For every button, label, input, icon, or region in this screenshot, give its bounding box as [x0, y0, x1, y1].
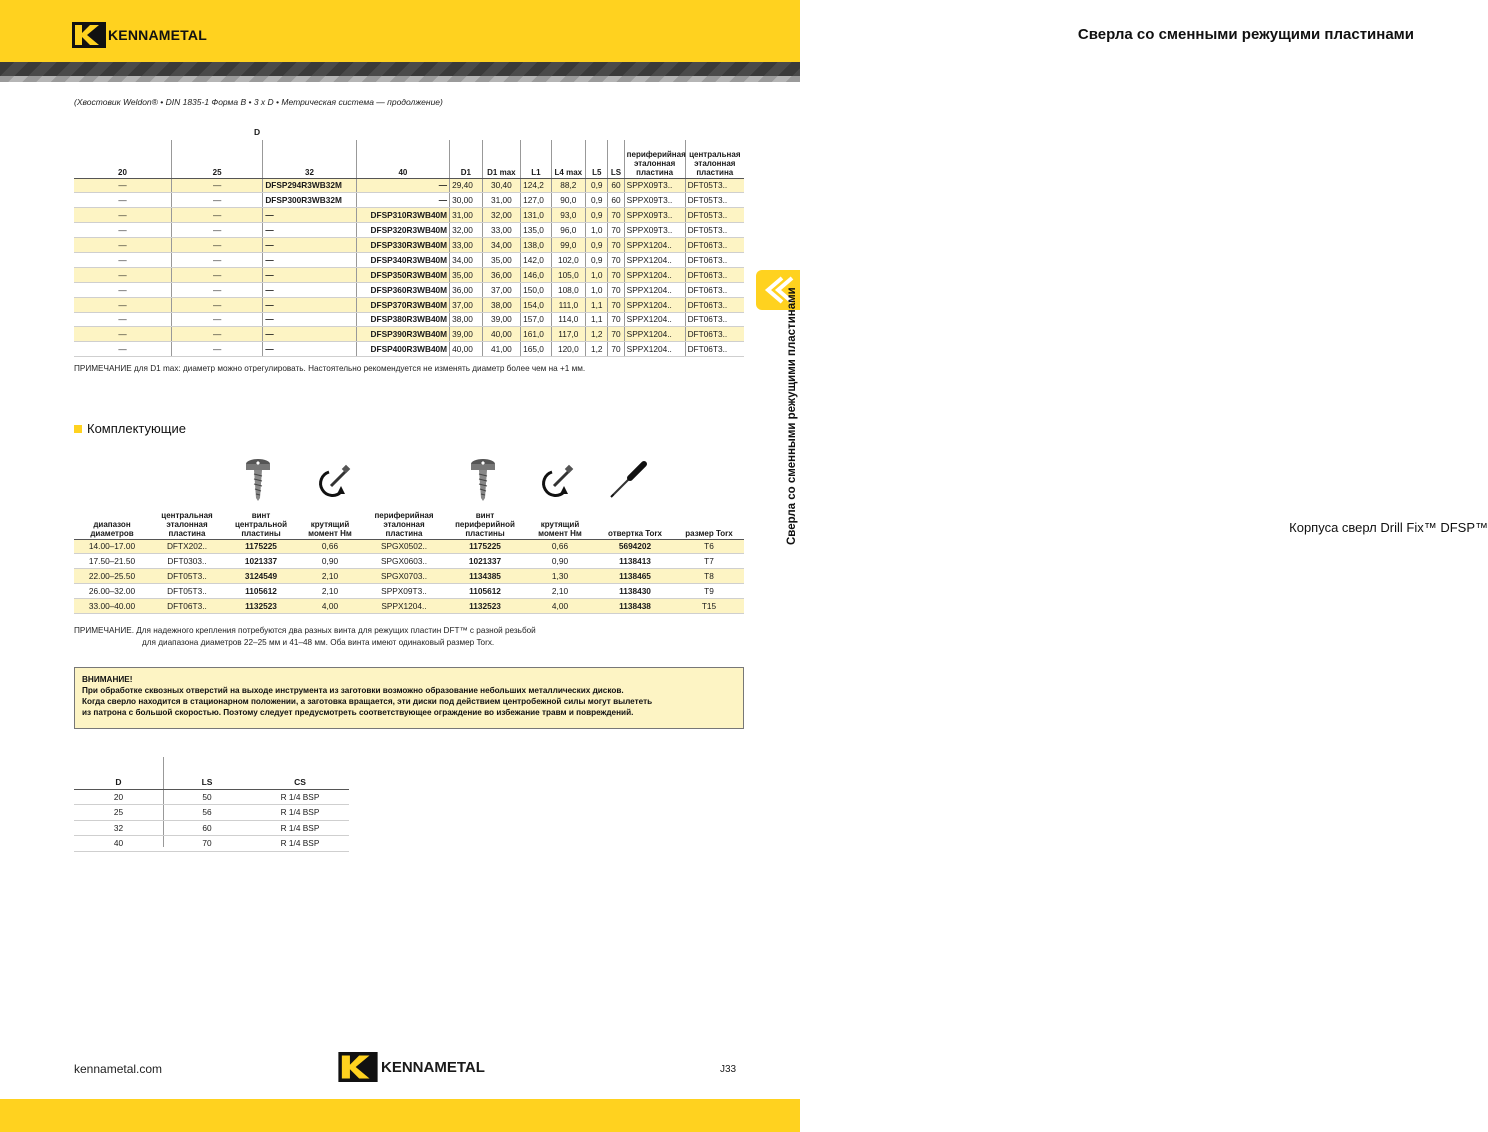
table-cell: — — [356, 178, 449, 193]
header-cell: размер Torx — [674, 505, 744, 539]
table-cell: 37,00 — [482, 282, 521, 297]
table-cell: 117,0 — [551, 327, 586, 342]
page-title: Сверла со сменными режущими пластинами — [1077, 26, 1414, 43]
table-cell: 70 — [608, 223, 624, 238]
table-cell: R 1/4 BSP — [251, 789, 349, 805]
table-cell: 33.00–40.00 — [74, 599, 150, 614]
table-row — [74, 267, 744, 282]
table-cell: DFT05T3.. — [150, 584, 224, 599]
table-cell: — — [171, 342, 262, 357]
table-cell: 165,0 — [521, 342, 551, 357]
table-cell: — — [263, 342, 356, 357]
table-row — [74, 178, 744, 193]
table-cell: 1,1 — [586, 312, 608, 327]
table-cell: 1175225 — [224, 539, 298, 554]
table-header-row — [74, 775, 349, 789]
header-cell: крутящий момент Нм — [524, 505, 596, 539]
table-cell: 1138438 — [596, 599, 674, 614]
header-cell: LS — [608, 140, 624, 178]
table-cell: 70 — [608, 297, 624, 312]
table-cell: — — [171, 267, 262, 282]
header-cell: CS — [251, 775, 349, 789]
table-cell: 17.50–21.50 — [74, 554, 150, 569]
table-cell: — — [74, 312, 171, 327]
table-cell: DFTX202.. — [150, 539, 224, 554]
table-cell: SPPX1204.. — [624, 312, 685, 327]
header-logo — [72, 22, 207, 48]
header-cell: L1 — [521, 140, 551, 178]
table-cell: DFT05T3.. — [150, 569, 224, 584]
table-cell: 108,0 — [551, 282, 586, 297]
table-cell: — — [171, 252, 262, 267]
accessories-heading — [74, 421, 186, 436]
table-cell: 0,9 — [586, 178, 608, 193]
table-cell: DFSP380R3WB40M — [356, 312, 449, 327]
table-cell: SPPX1204.. — [624, 327, 685, 342]
table-cell: DFT06T3.. — [150, 599, 224, 614]
table-cell: SPPX1204.. — [624, 267, 685, 282]
table-cell: 60 — [163, 820, 251, 836]
table-cell: SPGX0703.. — [362, 569, 446, 584]
table-cell: 41,00 — [482, 342, 521, 357]
table-cell: 3124549 — [224, 569, 298, 584]
table-cell: — — [74, 297, 171, 312]
table-cell: SPPX09T3.. — [624, 178, 685, 193]
table-cell: 1021337 — [446, 554, 524, 569]
table-row — [74, 820, 349, 836]
table-cell: 0,90 — [298, 554, 362, 569]
table-cell: — — [74, 282, 171, 297]
table-cell: 0,90 — [524, 554, 596, 569]
table-cell: DFT06T3.. — [685, 267, 744, 282]
table-cell: 31,00 — [450, 208, 482, 223]
table-cell: 1138413 — [596, 554, 674, 569]
table-cell: T7 — [674, 554, 744, 569]
table-cell: SPPX1204.. — [624, 238, 685, 253]
table-cell: 36,00 — [450, 282, 482, 297]
table-cell: 70 — [163, 836, 251, 852]
table-cell: 1,30 — [524, 569, 596, 584]
header-cell: винт центральной пластины — [224, 505, 298, 539]
header-cell: D1 — [450, 140, 482, 178]
table-cell: 2,10 — [298, 569, 362, 584]
table-cell: 1,2 — [586, 327, 608, 342]
table-cell: SPPX09T3.. — [362, 584, 446, 599]
table-cell: 1134385 — [446, 569, 524, 584]
table-cell: 142,0 — [521, 252, 551, 267]
table-cell: T15 — [674, 599, 744, 614]
header-cell: L4 max — [551, 140, 586, 178]
table-cell: 131,0 — [521, 208, 551, 223]
table-cell: SPPX09T3.. — [624, 208, 685, 223]
warning-box — [74, 667, 744, 729]
table-cell: 1138430 — [596, 584, 674, 599]
table-cell: — — [171, 193, 262, 208]
header-stripes — [0, 62, 800, 76]
table-cell: SPPX09T3.. — [624, 193, 685, 208]
table-cell: 31,00 — [482, 193, 521, 208]
table-row — [74, 297, 744, 312]
table-cell: 25 — [74, 805, 163, 821]
table-cell: 0,9 — [586, 193, 608, 208]
table-cell: DFSP350R3WB40M — [356, 267, 449, 282]
table-cell: 1132523 — [446, 599, 524, 614]
table-cell: DFSP310R3WB40M — [356, 208, 449, 223]
footer-logo — [338, 1052, 485, 1082]
table-cell: SPGX0502.. — [362, 539, 446, 554]
table-cell: 70 — [608, 208, 624, 223]
table-row — [74, 223, 744, 238]
table-row — [74, 805, 349, 821]
table-cell: — — [263, 327, 356, 342]
table-cell: SPPX1204.. — [362, 599, 446, 614]
table-cell: DFT06T3.. — [685, 238, 744, 253]
table-cell: — — [263, 223, 356, 238]
table-cell: DFSP340R3WB40M — [356, 252, 449, 267]
screw-icon — [470, 458, 496, 502]
table-cell: — — [74, 193, 171, 208]
table-cell: — — [74, 238, 171, 253]
table-cell: T8 — [674, 569, 744, 584]
accessories-table — [74, 505, 744, 614]
table-cell: 2,10 — [524, 584, 596, 599]
table-cell: 4,00 — [298, 599, 362, 614]
table-cell: — — [74, 178, 171, 193]
table-cell: 0,66 — [524, 539, 596, 554]
table-cell: DFT06T3.. — [685, 297, 744, 312]
table-cell: 88,2 — [551, 178, 586, 193]
table-cell: DFSP300R3WB32M — [263, 193, 356, 208]
table-cell: 70 — [608, 282, 624, 297]
table-cell: 0,9 — [586, 208, 608, 223]
table-row — [74, 599, 744, 614]
table-cell: DFT06T3.. — [685, 327, 744, 342]
table-cell: — — [74, 342, 171, 357]
table-row — [74, 554, 744, 569]
table-header-row — [74, 140, 744, 178]
table-row — [74, 312, 744, 327]
accessories-title: Комплектующие — [87, 421, 186, 436]
header-cell: крутящий момент Нм — [298, 505, 362, 539]
table-cell: R 1/4 BSP — [251, 820, 349, 836]
table-cell: 1105612 — [446, 584, 524, 599]
table-cell: 0,9 — [586, 238, 608, 253]
brand-name: KENNAMETAL — [108, 27, 207, 43]
table-cell: DFT06T3.. — [685, 252, 744, 267]
table-cell: 32,00 — [450, 223, 482, 238]
header-cell: 20 — [74, 140, 171, 178]
table-cell: SPGX0603.. — [362, 554, 446, 569]
table-cell: — — [74, 208, 171, 223]
header-cell: отвертка Torx — [596, 505, 674, 539]
table-cell: DFSP330R3WB40M — [356, 238, 449, 253]
table-cell: — — [74, 223, 171, 238]
table-cell: SPPX1204.. — [624, 252, 685, 267]
d-group-label: D — [254, 127, 261, 137]
header-cell: LS — [163, 775, 251, 789]
header-cell: центральная эталонная пластина — [685, 140, 744, 178]
table-row — [74, 539, 744, 554]
warning-title: ВНИМАНИЕ! — [82, 675, 133, 684]
table-cell: 37,00 — [450, 297, 482, 312]
kennametal-logo-icon — [338, 1052, 378, 1082]
table-cell: 70 — [608, 327, 624, 342]
accessories-note-line2: для диапазона диаметров 22–25 мм и 41–48 мм. Оба винта имеют одинаковый размер Torx. — [142, 638, 495, 647]
footer-brand-name: KENNAMETAL — [381, 1058, 485, 1076]
page-subtitle: Корпуса сверл Drill Fix™ DFSP™ — [1289, 520, 1488, 535]
torque-wrench-icon — [538, 466, 576, 500]
table-row — [74, 327, 744, 342]
table-cell: 36,00 — [482, 267, 521, 282]
table-cell: — — [356, 193, 449, 208]
table-cell: — — [171, 223, 262, 238]
table-cell: 0,9 — [586, 252, 608, 267]
table-cell: DFSP360R3WB40M — [356, 282, 449, 297]
table-cell: 146,0 — [521, 267, 551, 282]
table-cell: 124,2 — [521, 178, 551, 193]
table-cell: — — [263, 252, 356, 267]
table-cell: — — [263, 312, 356, 327]
table-cell: 127,0 — [521, 193, 551, 208]
table-cell: DFT05T3.. — [685, 223, 744, 238]
table-cell: SPPX1204.. — [624, 297, 685, 312]
table-cell: 60 — [608, 193, 624, 208]
side-section-label: Сверла со сменными режущими пластинами — [786, 287, 798, 545]
table-cell: 90,0 — [551, 193, 586, 208]
warning-line: При обработке сквозных отверстий на выходе инструмента из заготовки возможно образование небольших металлических дисков. — [82, 686, 624, 695]
header-cell: диапазон диаметров — [74, 505, 150, 539]
table-cell: 33,00 — [450, 238, 482, 253]
table-cell: 1175225 — [446, 539, 524, 554]
table-cell: 0,66 — [298, 539, 362, 554]
table-cell: 1,2 — [586, 342, 608, 357]
bullet-square-icon — [74, 425, 82, 433]
table-cell: 1,0 — [586, 282, 608, 297]
table-cell: DFT0303.. — [150, 554, 224, 569]
table-row — [74, 836, 349, 852]
warning-line: из патрона с большой скоростью. Поэтому следует предусмотреть соответствующее ограждение во избежание травм и повреждений. — [82, 708, 634, 717]
page-number: J33 — [720, 1064, 737, 1075]
table-cell: 39,00 — [482, 312, 521, 327]
torque-wrench-icon — [315, 466, 353, 500]
table-cell: — — [74, 267, 171, 282]
table-cell: DFT05T3.. — [685, 178, 744, 193]
table-cell: 56 — [163, 805, 251, 821]
table-cell: 138,0 — [521, 238, 551, 253]
table-cell: 161,0 — [521, 327, 551, 342]
table-cell: SPPX1204.. — [624, 282, 685, 297]
table-cell: 30,00 — [450, 193, 482, 208]
table-cell: — — [74, 327, 171, 342]
table-cell: 33,00 — [482, 223, 521, 238]
table-cell: 40,00 — [482, 327, 521, 342]
table-cell: DFT06T3.. — [685, 312, 744, 327]
header-cell: периферийная эталонная пластина — [362, 505, 446, 539]
table-cell: T6 — [674, 539, 744, 554]
table-row — [74, 282, 744, 297]
table-row — [74, 238, 744, 253]
table-cell: — — [171, 178, 262, 193]
table-cell: — — [263, 267, 356, 282]
table-cell: — — [171, 282, 262, 297]
accessories-note-line1: ПРИМЕЧАНИЕ. Для надежного крепления потребуются два разных винта для режущих пластин DFT™ с разной резьбой — [74, 626, 536, 635]
table-cell: DFT05T3.. — [685, 193, 744, 208]
table-cell: 4,00 — [524, 599, 596, 614]
table-cell: 1021337 — [224, 554, 298, 569]
table-cell: 26.00–32.00 — [74, 584, 150, 599]
table-cell: 40,00 — [450, 342, 482, 357]
table-cell: 60 — [608, 178, 624, 193]
table-cell: 99,0 — [551, 238, 586, 253]
header-cell: 25 — [171, 140, 262, 178]
shank-table — [74, 775, 349, 852]
table-cell: DFSP370R3WB40M — [356, 297, 449, 312]
table-cell: 50 — [163, 789, 251, 805]
table-cell: — — [263, 297, 356, 312]
table-cell: 30,40 — [482, 178, 521, 193]
table-cell: — — [171, 327, 262, 342]
table-cell: — — [171, 297, 262, 312]
table-cell: DFSP390R3WB40M — [356, 327, 449, 342]
table-cell: 38,00 — [450, 312, 482, 327]
table-cell: 14.00–17.00 — [74, 539, 150, 554]
warning-line: Когда сверло находится в стационарном положении, а заготовка вращается, эти диски под действием центробежной силы могут вылететь — [82, 697, 653, 706]
screwdriver-icon — [608, 460, 648, 500]
table-cell: DFT05T3.. — [685, 208, 744, 223]
table-cell: T9 — [674, 584, 744, 599]
table-cell: 34,00 — [482, 238, 521, 253]
table-cell: 120,0 — [551, 342, 586, 357]
table-cell: 5694202 — [596, 539, 674, 554]
table-cell: — — [171, 238, 262, 253]
table-cell: 96,0 — [551, 223, 586, 238]
accessories-icons-row — [0, 458, 800, 504]
table-cell: 2,10 — [298, 584, 362, 599]
table-row — [74, 584, 744, 599]
table-cell: 35,00 — [482, 252, 521, 267]
table-subtitle: (Хвостовик Weldon® • DIN 1835-1 Форма B • 3 x D • Метрическая система — продолжение) — [74, 97, 443, 107]
header-cell: винт периферийной пластины — [446, 505, 524, 539]
table-cell: — — [263, 238, 356, 253]
table-cell: DFT06T3.. — [685, 342, 744, 357]
table-cell: 1,1 — [586, 297, 608, 312]
table-cell: 34,00 — [450, 252, 482, 267]
table-cell: 22.00–25.50 — [74, 569, 150, 584]
d1max-note: ПРИМЕЧАНИЕ для D1 max: диаметр можно отрегулировать. Настоятельно рекомендуется не изменять диаметр более чем на +1 мм. — [74, 364, 586, 373]
table-cell: 38,00 — [482, 297, 521, 312]
table-row — [74, 208, 744, 223]
header-cell: 40 — [356, 140, 449, 178]
footer-bar — [0, 1099, 800, 1132]
header-cell: периферийная эталонная пластина — [624, 140, 685, 178]
table-cell: — — [263, 282, 356, 297]
screw-icon — [245, 458, 271, 502]
table-cell: 32 — [74, 820, 163, 836]
table-cell: 35,00 — [450, 267, 482, 282]
header-cell: центральная эталонная пластина — [150, 505, 224, 539]
header-cell: D1 max — [482, 140, 521, 178]
table-row — [74, 342, 744, 357]
table-cell: 1138465 — [596, 569, 674, 584]
table-cell: 1105612 — [224, 584, 298, 599]
header-cell: L5 — [586, 140, 608, 178]
table-cell: 70 — [608, 342, 624, 357]
drill-bodies-table — [74, 140, 744, 357]
header-cell: 32 — [263, 140, 356, 178]
table-cell: DFT06T3.. — [685, 282, 744, 297]
footer-website[interactable]: kennametal.com — [74, 1062, 163, 1076]
table-cell: 135,0 — [521, 223, 551, 238]
table-cell: 32,00 — [482, 208, 521, 223]
header-cell: D — [74, 775, 163, 789]
table-cell: R 1/4 BSP — [251, 836, 349, 852]
table-cell: 111,0 — [551, 297, 586, 312]
table-cell: — — [74, 252, 171, 267]
table-row — [74, 789, 349, 805]
table-cell: 40 — [74, 836, 163, 852]
table-cell: 93,0 — [551, 208, 586, 223]
table-cell: 157,0 — [521, 312, 551, 327]
table-cell: 70 — [608, 252, 624, 267]
table-cell: 102,0 — [551, 252, 586, 267]
table-cell: 20 — [74, 789, 163, 805]
table-cell: 105,0 — [551, 267, 586, 282]
table-header-row — [74, 505, 744, 539]
table-cell: 114,0 — [551, 312, 586, 327]
table-cell: 29,40 — [450, 178, 482, 193]
table-cell: — — [171, 208, 262, 223]
table-cell: 1,0 — [586, 267, 608, 282]
table-cell: 39,00 — [450, 327, 482, 342]
table-row — [74, 569, 744, 584]
table-cell: DFSP400R3WB40M — [356, 342, 449, 357]
table-cell: SPPX09T3.. — [624, 223, 685, 238]
table-cell: 1132523 — [224, 599, 298, 614]
kennametal-logo-icon — [72, 22, 106, 48]
table-cell: DFSP320R3WB40M — [356, 223, 449, 238]
table-cell: 70 — [608, 267, 624, 282]
table-row — [74, 252, 744, 267]
table-cell: 70 — [608, 238, 624, 253]
table-cell: SPPX1204.. — [624, 342, 685, 357]
table-cell: 150,0 — [521, 282, 551, 297]
table-cell: R 1/4 BSP — [251, 805, 349, 821]
header-stripes-light — [0, 76, 800, 82]
table-cell: 1,0 — [586, 223, 608, 238]
table-cell: 154,0 — [521, 297, 551, 312]
table-cell: DFSP294R3WB32M — [263, 178, 356, 193]
table-cell: — — [171, 312, 262, 327]
table-cell: 70 — [608, 312, 624, 327]
table-cell: — — [263, 208, 356, 223]
table-row — [74, 193, 744, 208]
